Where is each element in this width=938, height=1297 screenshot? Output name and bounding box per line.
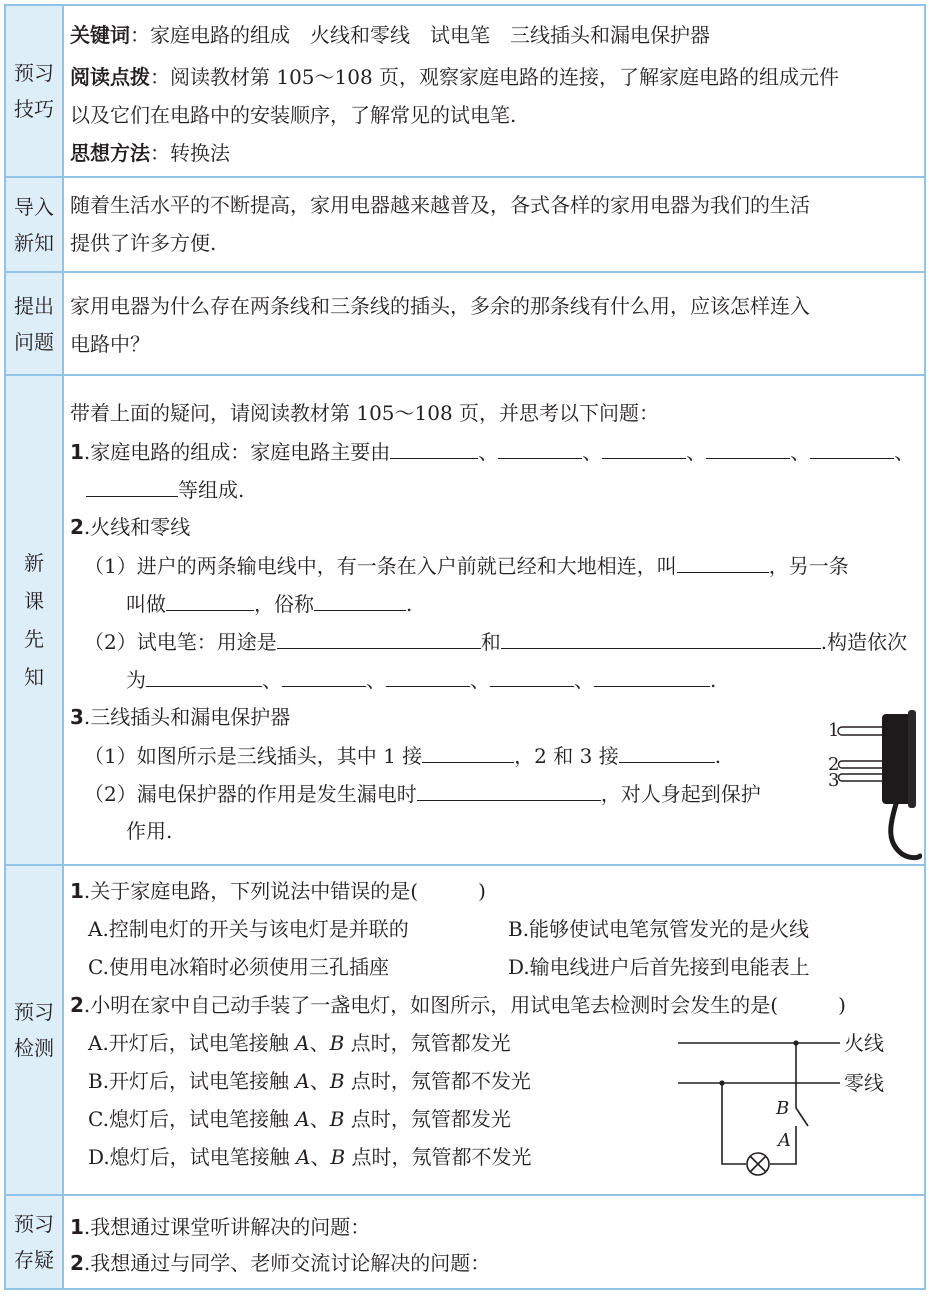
label-line: 知 [24, 665, 44, 689]
separator: 、 [470, 668, 490, 692]
separator: 、 [478, 440, 499, 464]
keywords-text: 家庭电路的组成 火线和零线 试电笔 三线插头和漏电保护器 [150, 23, 710, 47]
q3-title [70, 704, 290, 730]
label-line: 问题 [14, 329, 54, 354]
q-number: 1 [70, 1215, 84, 1239]
reading-text-1: 阅读教材第 105～108 页，观察家庭电路的连接，了解家庭电路的组成元件 [170, 65, 840, 89]
label-line: 新知 [14, 230, 54, 255]
option-d[interactable]: D.输电线进户后首先接到电能表上 [508, 955, 810, 979]
label-line: 先 [24, 627, 44, 651]
q3-title-text: .三线插头和漏电保护器 [83, 705, 291, 729]
q2-1-line-2 [126, 590, 412, 617]
reading-line-1: 阅读点拨：阅读教材第 105～108 页，观察家庭电路的连接，了解家庭电路的组成元件 [70, 65, 840, 89]
option-b[interactable]: B.能够使试电笔氖管发光的是火线 [508, 917, 810, 941]
separator: 、 [894, 440, 915, 464]
option-d[interactable] [88, 1144, 532, 1170]
q1-components-line [70, 438, 914, 465]
new-lesson-intro: 带着上面的疑问，请阅读教材第 105～108 页，并思考以下问题： [70, 401, 660, 425]
row-label-new-lesson [6, 376, 64, 864]
q1-end-text: 等组成. [178, 478, 245, 502]
household-circuit-diagram [676, 1030, 916, 1180]
method-line: 思想方法：转换法 [70, 141, 230, 165]
q2-1-text-d: ，俗称 [254, 592, 314, 616]
label-line: 预习 [14, 61, 54, 85]
q-number: 3 [70, 705, 84, 729]
row-intro [6, 178, 924, 273]
q2-2-line-2 [126, 666, 716, 693]
junction-dot [793, 1040, 798, 1045]
switch-blade [796, 1108, 808, 1126]
q3-2-line [84, 780, 761, 807]
q-number: 1 [70, 879, 84, 903]
period: . [714, 744, 722, 768]
q-number: 2 [70, 993, 84, 1017]
row-question [6, 273, 924, 376]
separator: 、 [262, 668, 282, 692]
point-b-ref: B [329, 1031, 345, 1055]
answer-blank[interactable] [594, 666, 710, 687]
plug-body [882, 714, 912, 804]
reading-text-2: 以及它们在电路中的安装顺序，了解常见的试电笔. [70, 103, 517, 127]
answer-blank[interactable] [282, 666, 366, 687]
answer-blank[interactable] [422, 742, 514, 763]
answer-blank[interactable] [619, 742, 715, 763]
period: . [406, 592, 413, 616]
label-line: 预习 [14, 1000, 54, 1024]
point-a-ref: A [296, 1145, 311, 1169]
option-text: A.开灯后，试电笔接触 [88, 1031, 296, 1055]
check-q2-text: .小明在家中自己动手装了一盏电灯，如图所示，用试电笔去检测时会发生的是( ) [83, 993, 846, 1017]
q2-1-text-b: ，另一条 [768, 554, 849, 578]
separator: 、 [366, 668, 386, 692]
point-a-ref: A [295, 1107, 310, 1131]
answer-blank[interactable] [390, 438, 478, 459]
answer-blank[interactable] [602, 438, 686, 459]
point-a-ref: A [295, 1069, 310, 1093]
q3-1-text-b: ，2 和 3 接 [514, 744, 619, 768]
q2-2-line [84, 628, 907, 655]
doubts-q2 [70, 1250, 490, 1276]
check-q1-text: .关于家庭电路，下列说法中错误的是( ) [83, 879, 486, 903]
answer-blank[interactable] [417, 780, 601, 801]
q3-2-text-b: ，对人身起到保护 [600, 782, 761, 806]
answer-blank[interactable] [706, 438, 790, 459]
q2-1-text-c: 叫做 [126, 592, 166, 616]
doubts-q1 [70, 1214, 370, 1240]
answer-blank[interactable] [166, 590, 254, 611]
option-text: 点时，氖管都不发光 [344, 1069, 531, 1093]
option-c[interactable] [88, 1106, 511, 1132]
point-b-label: B [776, 1098, 790, 1119]
answer-blank[interactable] [146, 666, 262, 687]
three-pin-plug-figure [826, 706, 922, 862]
option-c[interactable]: C.使用电冰箱时必须使用三孔插座 [88, 955, 389, 979]
row-label-doubts [6, 1196, 64, 1288]
row-label-check [6, 866, 64, 1194]
option-text: 、 [310, 1145, 331, 1169]
label-line: 导入 [14, 194, 54, 219]
row-check [6, 866, 924, 1196]
answer-blank[interactable] [386, 666, 470, 687]
intro-text-2: 提供了许多方便. [70, 231, 217, 255]
q-number: 2 [70, 515, 84, 539]
option-text: D.熄灯后，试电笔接触 [88, 1145, 297, 1169]
q2-1-line [84, 552, 849, 579]
answer-blank[interactable] [314, 590, 406, 611]
reading-title: 阅读点拨 [70, 65, 150, 89]
point-b-ref: B [330, 1145, 346, 1169]
point-b-ref: B [329, 1107, 345, 1131]
separator: 、 [686, 440, 707, 464]
intro-text-1: 随着生活水平的不断提高，家用电器越来越普及，各式各样的家用电器为我们的生活 [70, 193, 810, 217]
label-line: 课 [24, 589, 44, 613]
option-a[interactable] [88, 1030, 511, 1056]
method-title: 思想方法 [70, 141, 150, 165]
q1-text: .家庭电路的组成：家庭电路主要由 [83, 440, 391, 464]
row-label-intro [6, 178, 64, 271]
point-a-label: A [778, 1130, 791, 1151]
check-q2 [70, 992, 846, 1018]
option-text: 、 [309, 1031, 330, 1055]
live-wire-label: 火线 [844, 1031, 884, 1055]
plug-face [908, 710, 916, 808]
q-number: 2 [70, 1251, 84, 1275]
plug-pins [838, 727, 884, 781]
period: . [710, 668, 717, 692]
plug-cord [891, 804, 920, 858]
row-label-question [6, 273, 64, 374]
row-preview-tips [6, 6, 924, 178]
q2-2-text-a: （2）试电笔：用途是 [84, 630, 277, 654]
option-text: 、 [309, 1107, 330, 1131]
plug-pin-label: 3 [828, 770, 840, 791]
question-text-1: 家用电器为什么存在两条线和三条线的插头，多余的那条线有什么用，应该怎样连入 [70, 294, 810, 318]
question-text-2: 电路中？ [70, 332, 150, 356]
answer-blank[interactable] [498, 438, 582, 459]
point-b-ref: B [329, 1069, 345, 1093]
neutral-wire-label: 零线 [844, 1071, 884, 1095]
junction-dot [719, 1080, 724, 1085]
option-text: 点时，氖管都发光 [344, 1031, 511, 1055]
option-b[interactable] [88, 1068, 531, 1094]
answer-blank[interactable] [677, 552, 769, 573]
separator: 、 [582, 440, 603, 464]
option-text: C.熄灯后，试电笔接触 [88, 1107, 296, 1131]
option-text: 点时，氖管都不发光 [345, 1145, 532, 1169]
check-q1 [70, 878, 486, 904]
q2-2-text-b: 和 [480, 630, 501, 654]
label-line: 存疑 [14, 1248, 54, 1272]
option-a[interactable]: A.控制电灯的开关与该电灯是并联的 [88, 917, 409, 941]
label-line: 预习 [14, 1212, 54, 1236]
row-new-lesson [6, 376, 924, 866]
method-text: 转换法 [170, 141, 230, 165]
label-line: 提出 [14, 293, 54, 318]
q3-2-text-a: （2）漏电保护器的作用是发生漏电时 [84, 782, 417, 806]
q2-title [70, 514, 190, 540]
option-text: B.开灯后，试电笔接触 [88, 1069, 296, 1093]
label-line: 检测 [14, 1036, 54, 1060]
option-text: 、 [309, 1069, 330, 1093]
answer-blank[interactable] [501, 628, 821, 649]
q2-2-text-d: 为 [126, 668, 146, 692]
answer-blank[interactable] [86, 476, 178, 497]
plug-pin-label: 1 [828, 720, 840, 741]
lamp-lead-left [722, 1083, 746, 1164]
option-text: 点时，氖管都发光 [344, 1107, 511, 1131]
answer-blank[interactable] [490, 666, 574, 687]
row-doubts [6, 1196, 924, 1288]
q2-1-text-a: （1）进户的两条输电线中，有一条在入户前就已经和大地相连，叫 [84, 554, 677, 578]
keywords-title: 关键词 [70, 23, 130, 47]
row-label-preview-tips [6, 6, 64, 176]
separator: 、 [574, 668, 594, 692]
q2-title-text: .火线和零线 [83, 515, 191, 539]
q3-1-text-a: （1）如图所示是三线插头，其中 1 接 [84, 744, 423, 768]
label-line: 技巧 [14, 97, 54, 121]
doubts-q2-text: .我想通过与同学、老师交流讨论解决的问题： [83, 1251, 491, 1275]
plug-pin-label: 2 [828, 754, 840, 775]
preview-worksheet [4, 4, 926, 1290]
q-number: 1 [70, 440, 84, 464]
q3-2-text-c: 作用. [126, 819, 173, 843]
q2-2-text-c: .构造依次 [820, 630, 908, 654]
label-line: 新 [24, 551, 44, 575]
q3-1-line [84, 742, 721, 769]
q1-components-line-2 [86, 476, 244, 503]
keywords-line: 关键词：家庭电路的组成 火线和零线 试电笔 三线插头和漏电保护器 [70, 23, 710, 47]
answer-blank[interactable] [810, 438, 894, 459]
doubts-q1-text: .我想通过课堂听讲解决的问题： [83, 1215, 371, 1239]
separator: 、 [790, 440, 811, 464]
answer-blank[interactable] [277, 628, 481, 649]
point-a-ref: A [295, 1031, 310, 1055]
